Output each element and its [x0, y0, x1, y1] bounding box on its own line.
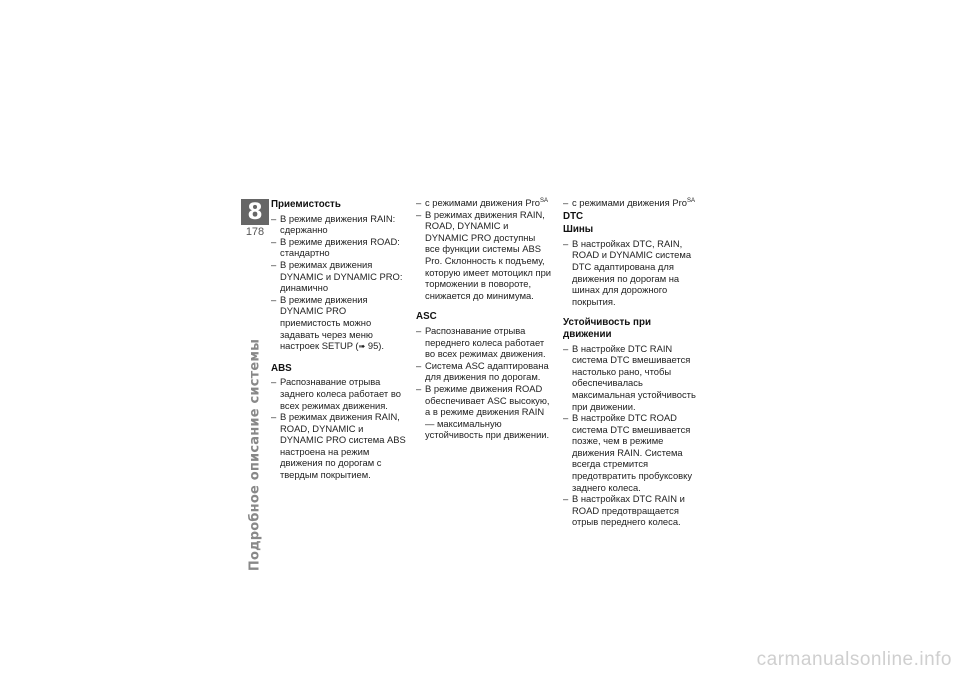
- chapter-side-title: Подробное описание системы: [247, 338, 263, 572]
- list-item: – В настройке DTC RAIN система DTC вмешивается настолько рано, чтобы обеспечивалась максимальная устойчивость при движении.: [563, 343, 699, 413]
- list-item: – В настройках DTC, RAIN, ROAD и DYNAMIC система DTC адаптирована для движения по дорогам на шинах для дорожного покрытия.: [563, 238, 699, 308]
- ref-open: (: [355, 340, 359, 352]
- list-item: – Распознавание отрыва заднего колеса работает во всех режимах движения.: [271, 376, 407, 411]
- page-ref-arrow-icon: ➠: [358, 342, 366, 352]
- list-item: – В настройках DTC RAIN и ROAD предотвращается отрыв переднего колеса.: [563, 493, 699, 528]
- list-item-text: с режимами движения Pro: [425, 197, 540, 208]
- heading-asc: ASC: [416, 311, 437, 323]
- list-item: – В настройке DTC ROAD система DTC вмешивается позже, чем в режиме движения RAIN. Система всегда стремится предотвратить пробуксовку заднего колеса.: [563, 412, 699, 493]
- watermark-text: carmanualsonline.info: [756, 649, 952, 670]
- heading-stability: Устойчивость при движении: [563, 317, 651, 340]
- list-item: – Система ASC адаптирована для движения по дорогам.: [416, 360, 552, 383]
- heading-abs: ABS: [271, 362, 292, 374]
- list-item-text: В режиме движения DYNAMIC PRO приемистость можно задавать через меню настроек SETUP: [280, 293, 373, 352]
- list-item: – В режимах движения DYNAMIC и DYNAMIC PRO: динамично: [271, 259, 407, 294]
- list-item: – Распознавание отрыва переднего колеса работает во всех режимах движения.: [416, 325, 552, 360]
- heading-tyres: Шины: [563, 224, 594, 236]
- list-item: [271, 294, 407, 353]
- list-item: – В режимах движения RAIN, ROAD, DYNAMIC и DYNAMIC PRO система ABS настроена на режим движения по дорогам с твердым покрытием.: [271, 411, 407, 481]
- list-item: – В режиме движения ROAD: стандартно: [271, 236, 407, 259]
- heading-acceleration: Приемистость: [271, 199, 341, 210]
- list-item: – В режиме движения ROAD обеспечивает ASC высокую, а в режиме движения RAIN — максимальную устойчивость при движении.: [416, 383, 552, 441]
- chapter-number-badge: 8: [241, 199, 269, 225]
- sa-superscript: SA: [686, 197, 695, 204]
- page-ref-link[interactable]: 95).: [367, 340, 385, 352]
- column-3: [563, 197, 699, 528]
- list-item-pro: [416, 197, 552, 209]
- list-item: – В режиме движения RAIN: сдержанно: [271, 213, 407, 236]
- heading-dtc: DTC: [563, 210, 584, 222]
- column-2: [416, 197, 552, 441]
- sa-superscript: SA: [539, 197, 548, 204]
- list-item-pro: [563, 197, 699, 209]
- list-item: – В режимах движения RAIN, ROAD, DYNAMIC и DYNAMIC PRO доступны все функции системы ABS Pro. Склонность к подъему, которую имеет мотоцикл при торможении в повороте, снижается до минимума.: [416, 209, 552, 302]
- page-number: 178: [245, 226, 265, 238]
- list-item-text: с режимами движения Pro: [572, 197, 687, 208]
- column-1: [271, 197, 407, 481]
